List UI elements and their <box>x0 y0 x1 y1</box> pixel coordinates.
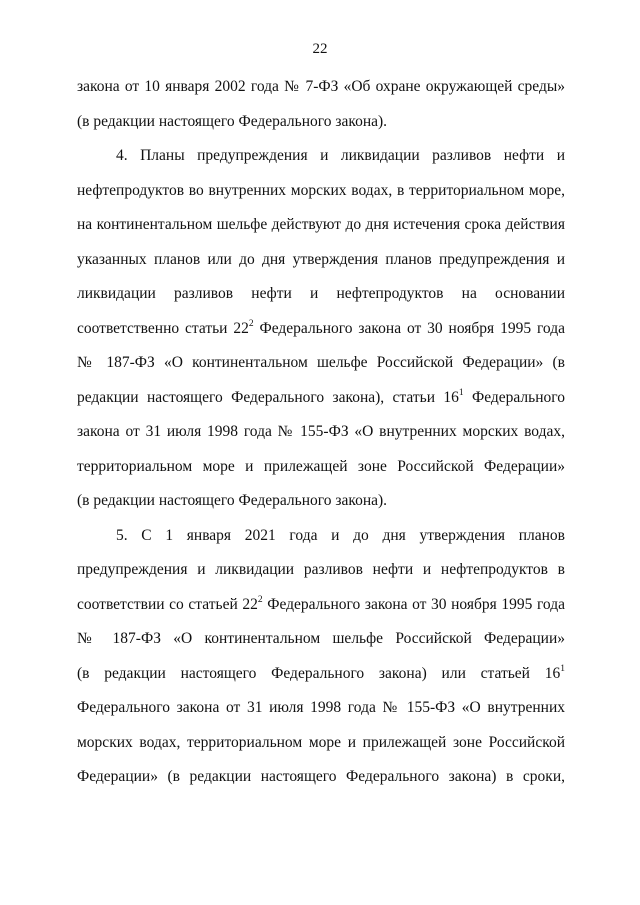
text-segment: ликвидации разливов нефти и нефтепродуктов на основании <box>77 285 565 302</box>
text-segment: закона от 31 июля 1998 года № 155-ФЗ «О внутренних морских водах, <box>77 423 565 440</box>
text-line <box>77 767 565 787</box>
text-line <box>77 629 565 649</box>
text-segment: Федерального закона от 30 ноября 1995 года <box>262 596 565 613</box>
text-segment: закона от 10 января 2002 года № 7-ФЗ «Об охране окружающей среды» <box>77 78 565 95</box>
text-line <box>77 491 565 511</box>
text-segment: Федерального закона от 31 июля 1998 года № 155-ФЗ «О внутренних <box>77 699 565 716</box>
text-line <box>77 353 565 373</box>
text-line <box>77 457 565 477</box>
text-line <box>77 319 565 339</box>
text-line <box>77 77 565 97</box>
text-line <box>77 422 565 442</box>
text-line <box>77 698 565 718</box>
text-line <box>77 388 565 408</box>
text-segment: соответствии со статьей 22 <box>77 596 258 613</box>
text-line <box>77 595 565 615</box>
text-segment: предупреждения и ликвидации разливов нефти и нефтепродуктов в <box>77 561 565 578</box>
text-segment: редакции настоящего Федерального закона), статьи 16 <box>77 389 459 406</box>
text-segment: соответственно статьи 22 <box>77 320 249 337</box>
text-line <box>77 284 565 304</box>
superscript: 1 <box>560 663 565 674</box>
text-line <box>77 733 565 753</box>
text-segment: Федерального закона от 30 ноября 1995 года <box>253 320 565 337</box>
text-segment: 5. С 1 января 2021 года и до дня утверждения планов <box>116 527 565 544</box>
text-segment: (в редакции настоящего Федерального закона) или статьей 16 <box>77 665 561 682</box>
text-segment: территориальном море и прилежащей зоне Российской Федерации» <box>77 458 565 475</box>
superscript: 2 <box>257 594 263 605</box>
text-segment: Федерации» (в редакции настоящего Федерального закона) в сроки, <box>77 768 565 785</box>
superscript: 2 <box>248 318 254 329</box>
text-line <box>77 112 565 132</box>
text-segment: нефтепродуктов во внутренних морских водах, в территориальном море, <box>77 182 565 199</box>
text-segment: указанных планов или до дня утверждения планов предупреждения и <box>77 251 565 268</box>
text-segment: морских водах, территориальном море и прилежащей зоне Российской <box>77 734 565 751</box>
text-segment: № 187-ФЗ «О континентальном шельфе Российской Федерации» <box>77 630 565 647</box>
text-segment: Федерального <box>463 389 565 406</box>
text-line <box>77 215 565 235</box>
text-segment: (в редакции настоящего Федерального закона). <box>77 113 388 130</box>
text-line <box>116 146 565 166</box>
text-line <box>77 181 565 201</box>
text-segment: (в редакции настоящего Федерального закона). <box>77 492 388 509</box>
text-segment: № 187-ФЗ «О континентальном шельфе Российской Федерации» (в <box>77 354 565 371</box>
page-number: 22 <box>312 41 328 57</box>
text-line <box>77 560 565 580</box>
text-segment: 4. Планы предупреждения и ликвидации разливов нефти и <box>116 147 565 164</box>
superscript: 1 <box>458 387 464 398</box>
text-segment: на континентальном шельфе действуют до дня истечения срока действия <box>77 216 565 233</box>
text-line <box>77 250 565 270</box>
text-line <box>116 526 565 546</box>
text-line <box>77 664 565 684</box>
